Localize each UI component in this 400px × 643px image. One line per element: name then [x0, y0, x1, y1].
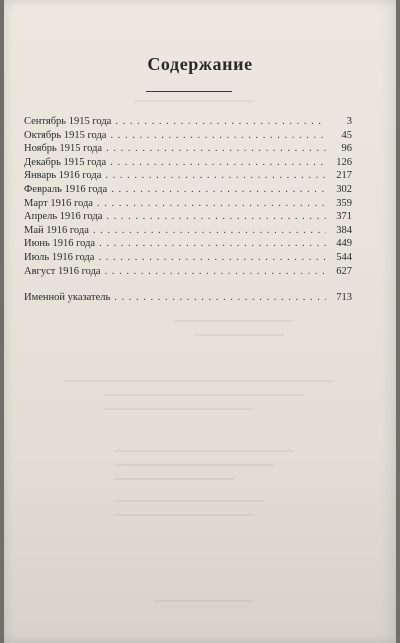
- toc-entry[interactable]: [24, 183, 352, 197]
- toc-entry-label: Май 1916 года: [24, 224, 89, 236]
- toc-entry-page: 302: [336, 183, 352, 195]
- toc-entry[interactable]: [24, 156, 352, 170]
- dot-leader: [93, 224, 326, 238]
- dot-leader: [105, 169, 326, 183]
- toc-entry-page: 384: [336, 224, 352, 236]
- show-through-line: [114, 450, 294, 452]
- toc-entry-index[interactable]: [24, 291, 352, 305]
- title-divider: [146, 91, 232, 92]
- toc-entry[interactable]: [24, 251, 352, 265]
- toc-entry-page: 449: [336, 238, 352, 250]
- dot-leader: [105, 265, 326, 279]
- dot-leader: [97, 197, 326, 211]
- toc-entry-page: 45: [341, 129, 352, 141]
- dot-leader: [98, 251, 326, 265]
- toc-entry-label: Март 1916 года: [24, 197, 93, 209]
- toc-entry-label: Ноябрь 1915 года: [24, 143, 103, 155]
- toc-entry-label: Июль 1916 года: [24, 251, 95, 263]
- toc-entry-page: 217: [336, 170, 352, 182]
- toc-entry-page: 359: [336, 197, 352, 209]
- show-through-line: [114, 478, 234, 480]
- toc-entry[interactable]: [24, 210, 352, 224]
- page-title: Содержание: [147, 54, 253, 74]
- toc-entry-page: 96: [341, 143, 352, 155]
- toc-entry[interactable]: [24, 169, 352, 183]
- show-through-line: [154, 600, 254, 602]
- toc-entry[interactable]: [24, 129, 352, 143]
- dot-leader: [110, 129, 326, 143]
- toc-entry-page: 627: [336, 265, 352, 277]
- toc-entry-label: Апрель 1916 года: [24, 211, 103, 223]
- toc-entry-label: Сентябрь 1915 года: [24, 116, 112, 127]
- show-through-line: [64, 380, 334, 382]
- toc-entry[interactable]: [24, 115, 352, 129]
- toc-entry[interactable]: [24, 265, 352, 279]
- toc-entry[interactable]: [24, 142, 352, 156]
- show-through-line: [114, 464, 274, 466]
- toc-entry-label: Именной указатель: [24, 292, 111, 304]
- dot-leader: [106, 210, 326, 224]
- dot-leader: [115, 115, 326, 129]
- dot-leader: [114, 291, 326, 305]
- toc-entry-label: Октябрь 1915 года: [24, 129, 107, 141]
- show-through-line: [114, 500, 264, 502]
- toc-entry[interactable]: [24, 237, 352, 251]
- dot-leader: [110, 156, 326, 170]
- show-through-line: [104, 394, 304, 396]
- table-of-contents: [24, 115, 352, 305]
- show-through-line: [174, 320, 294, 322]
- toc-spacer: [24, 278, 352, 291]
- show-through-line: [134, 100, 254, 102]
- show-through-line: [114, 514, 254, 516]
- toc-entry[interactable]: [24, 224, 352, 238]
- toc-entry-page: 544: [336, 251, 352, 263]
- dot-leader: [99, 237, 326, 251]
- toc-entry[interactable]: [24, 197, 352, 211]
- toc-entry-page: 3: [346, 116, 352, 127]
- toc-entry-page: 713: [336, 292, 352, 304]
- toc-entry-label: Декабрь 1915 года: [24, 156, 107, 168]
- toc-entry-page: 371: [336, 211, 352, 223]
- toc-entry-page: 126: [336, 156, 352, 168]
- dot-leader: [106, 142, 326, 156]
- book-page: [4, 0, 396, 643]
- show-through-line: [194, 334, 284, 336]
- toc-entry-label: Январь 1916 года: [24, 170, 102, 182]
- toc-entry-label: Август 1916 года: [24, 265, 101, 277]
- dot-leader: [111, 183, 326, 197]
- toc-entry-label: Июнь 1916 года: [24, 238, 96, 250]
- toc-entry-label: Февраль 1916 года: [24, 183, 108, 195]
- show-through-line: [104, 408, 254, 410]
